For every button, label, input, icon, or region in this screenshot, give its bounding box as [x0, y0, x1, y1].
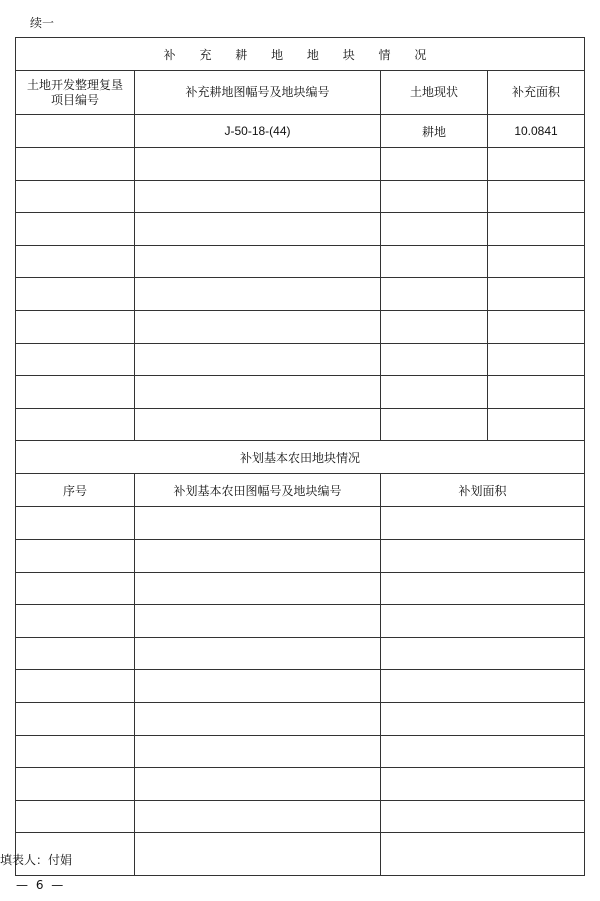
- farmland-header-cell: 补划基本农田图幅号及地块编号: [135, 474, 381, 507]
- farmland-row: [16, 605, 585, 638]
- farmland-header-cell: 补划面积: [381, 474, 585, 507]
- farmland-cell: [135, 833, 381, 876]
- supplement-cell: [135, 213, 381, 246]
- farmland-header-row: [16, 474, 585, 507]
- farmland-row: [16, 768, 585, 801]
- farmland-cell: [135, 735, 381, 768]
- farmland-cell: [16, 768, 135, 801]
- supplement-cell: [16, 376, 135, 409]
- supplement-cell: J-50-18-(44): [135, 115, 381, 148]
- supplement-cell: [381, 245, 488, 278]
- supplement-row: [16, 115, 585, 148]
- farmland-row: [16, 507, 585, 540]
- supplement-cell: [135, 278, 381, 311]
- supplement-cell: [381, 343, 488, 376]
- supplement-cell: [381, 148, 488, 181]
- farmland-cell: [135, 800, 381, 833]
- farmland-row: [16, 539, 585, 572]
- supplement-cell: [135, 310, 381, 343]
- farmland-title-row: [16, 441, 585, 474]
- supplement-cell: [488, 310, 585, 343]
- supplement-cell: [381, 310, 488, 343]
- supplement-row: [16, 343, 585, 376]
- supplement-header-cell: 补充耕地图幅号及地块编号: [135, 71, 381, 115]
- supplement-cell: 耕地: [381, 115, 488, 148]
- supplement-cell: [488, 180, 585, 213]
- farmland-cell: [135, 702, 381, 735]
- farmland-cell: [16, 572, 135, 605]
- supplement-cell: [16, 408, 135, 441]
- farmland-cell: [381, 572, 585, 605]
- supplement-cell: [488, 278, 585, 311]
- farmland-cell: [16, 507, 135, 540]
- farmland-cell: [16, 800, 135, 833]
- supplement-cell: [135, 180, 381, 213]
- form-filler: 填表人：付娟: [0, 853, 73, 867]
- farmland-cell: [135, 605, 381, 638]
- supplement-cell: [488, 148, 585, 181]
- farmland-header-cell: 序号: [16, 474, 135, 507]
- farmland-cell: [381, 637, 585, 670]
- supplement-cell: [16, 245, 135, 278]
- farmland-section-title: 补划基本农田地块情况: [16, 441, 585, 474]
- supplement-row: [16, 408, 585, 441]
- farmland-row: [16, 735, 585, 768]
- farmland-cell: [381, 800, 585, 833]
- farmland-cell: [381, 702, 585, 735]
- supplement-cell: [135, 376, 381, 409]
- farmland-cell: [16, 702, 135, 735]
- farmland-cell: [16, 670, 135, 703]
- supplement-cell: [16, 310, 135, 343]
- supplement-header-cell: 土地现状: [381, 71, 488, 115]
- supplement-cell: [488, 213, 585, 246]
- farmland-cell: [16, 605, 135, 638]
- supplement-row: [16, 148, 585, 181]
- supplement-cell: [488, 245, 585, 278]
- supplement-cell: [381, 180, 488, 213]
- farmland-cell: [135, 572, 381, 605]
- supplement-row: [16, 180, 585, 213]
- supplement-cell: [381, 278, 488, 311]
- farmland-cell: [135, 670, 381, 703]
- supplement-header-cell: 补充面积: [488, 71, 585, 115]
- supplement-cell: [16, 278, 135, 311]
- supplement-cell: [488, 408, 585, 441]
- continued-label: 续一: [30, 16, 55, 30]
- form-body: [16, 38, 585, 876]
- supplement-cell: [135, 408, 381, 441]
- supplement-row: [16, 213, 585, 246]
- supplement-section-title: 补 充 耕 地 地 块 情 况: [16, 38, 585, 71]
- supplement-cell: [488, 343, 585, 376]
- supplement-cell: [135, 343, 381, 376]
- supplement-cell: 10.0841: [488, 115, 585, 148]
- farmland-cell: [16, 637, 135, 670]
- farmland-cell: [381, 735, 585, 768]
- farmland-cell: [381, 539, 585, 572]
- farmland-cell: [135, 637, 381, 670]
- farmland-cell: [135, 507, 381, 540]
- supplement-title-row: [16, 38, 585, 71]
- farmland-cell: [381, 507, 585, 540]
- farmland-row: [16, 670, 585, 703]
- supplement-row: [16, 245, 585, 278]
- supplement-cell: [16, 180, 135, 213]
- farmland-cell: [16, 735, 135, 768]
- supplement-header-cell: 土地开发整理复垦项目编号: [16, 71, 135, 115]
- supplement-cell: [135, 245, 381, 278]
- supplement-cell: [135, 148, 381, 181]
- farmland-row: [16, 702, 585, 735]
- land-supplement-form: [15, 37, 585, 876]
- supplement-cell: [381, 213, 488, 246]
- farmland-cell: [135, 768, 381, 801]
- farmland-row: [16, 833, 585, 876]
- farmland-cell: [381, 833, 585, 876]
- farmland-row: [16, 572, 585, 605]
- supplement-cell: [16, 115, 135, 148]
- supplement-cell: [488, 376, 585, 409]
- supplement-cell: [16, 148, 135, 181]
- supplement-row: [16, 278, 585, 311]
- farmland-cell: [16, 539, 135, 572]
- page-number: — 6 —: [16, 878, 66, 892]
- supplement-row: [16, 376, 585, 409]
- supplement-row: [16, 310, 585, 343]
- farmland-cell: [381, 768, 585, 801]
- supplement-cell: [381, 408, 488, 441]
- supplement-cell: [16, 343, 135, 376]
- supplement-header-row: [16, 71, 585, 115]
- farmland-row: [16, 637, 585, 670]
- supplement-cell: [381, 376, 488, 409]
- farmland-cell: [135, 539, 381, 572]
- farmland-cell: [381, 670, 585, 703]
- farmland-cell: [381, 605, 585, 638]
- farmland-row: [16, 800, 585, 833]
- supplement-cell: [16, 213, 135, 246]
